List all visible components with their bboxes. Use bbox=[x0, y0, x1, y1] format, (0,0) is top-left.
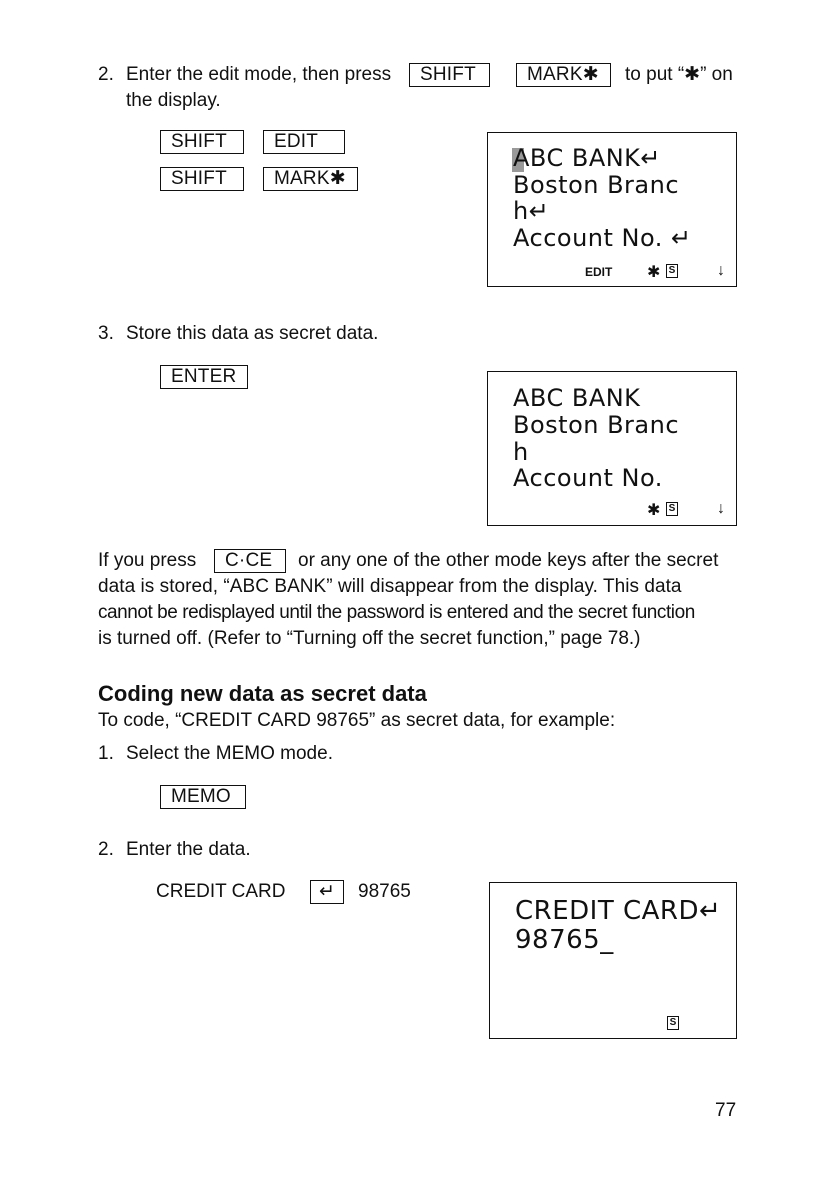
section-intro: To code, “CREDIT CARD 98765” as secret data, for example: bbox=[98, 710, 616, 731]
entry-text-credit-card: CREDIT CARD bbox=[156, 881, 286, 902]
edit-indicator: EDIT bbox=[585, 265, 613, 279]
step2-text-before: Enter the edit mode, then press bbox=[126, 64, 392, 85]
lcd-line: CREDIT CARD↵ bbox=[515, 896, 722, 926]
enter-key: ENTER bbox=[160, 365, 248, 389]
memo-key: MEMO bbox=[160, 785, 246, 809]
lcd-line: h↵ bbox=[513, 197, 550, 225]
secret-indicator: S bbox=[666, 264, 678, 278]
down-arrow-icon: ↓ bbox=[717, 500, 725, 517]
entry-text-number: 98765 bbox=[358, 881, 411, 902]
lcd-line: Account No. bbox=[513, 464, 663, 492]
step2-number: 2. bbox=[98, 64, 114, 85]
cce-key: C·CE bbox=[214, 549, 286, 573]
lcd-display-entry bbox=[489, 882, 737, 1039]
paragraph-line3: cannot be redisplayed until the password is entered and the secret function bbox=[98, 602, 695, 623]
step3-text: Store this data as secret data. bbox=[126, 323, 379, 344]
lcd-display-edit bbox=[487, 132, 737, 287]
step3-number: 3. bbox=[98, 323, 114, 344]
mark-key: MARK✱ bbox=[516, 63, 611, 87]
shift-key: SHIFT bbox=[409, 63, 490, 87]
paragraph-line2: data is stored, “ABC BANK” will disappear from the display. This data bbox=[98, 576, 682, 597]
lcd-line: Account No. ↵ bbox=[513, 224, 692, 252]
page-number: 77 bbox=[715, 1100, 737, 1121]
shift-key: SHIFT bbox=[160, 130, 244, 154]
lcd-line: h bbox=[513, 438, 529, 466]
step2-line2: the display. bbox=[126, 90, 221, 111]
secret-indicator: S bbox=[666, 502, 678, 516]
lcd-line: ABC BANK↵ bbox=[513, 144, 662, 172]
section-heading: Coding new data as secret data bbox=[98, 681, 427, 706]
star-indicator: ✱ bbox=[647, 264, 661, 281]
paragraph-line1a: If you press bbox=[98, 550, 197, 571]
section-step2-text: Enter the data. bbox=[126, 839, 251, 860]
lcd-line: Boston Branc bbox=[513, 171, 680, 199]
edit-key: EDIT bbox=[263, 130, 345, 154]
lcd-line: Boston Branc bbox=[513, 411, 680, 439]
step2-text-after: to put “✱” on bbox=[625, 64, 733, 85]
section-step1-number: 1. bbox=[98, 743, 114, 764]
section-step2-number: 2. bbox=[98, 839, 114, 860]
section-step1-text: Select the MEMO mode. bbox=[126, 743, 333, 764]
secret-indicator: S bbox=[667, 1016, 679, 1030]
paragraph-line1b: or any one of the other mode keys after the secret bbox=[298, 550, 719, 571]
star-indicator: ✱ bbox=[647, 502, 661, 519]
lcd-line: 98765_ bbox=[515, 925, 614, 955]
return-key: ↵ bbox=[310, 880, 344, 904]
lcd-display-secret bbox=[487, 371, 737, 526]
lcd-line: ABC BANK bbox=[513, 384, 641, 412]
mark-key: MARK✱ bbox=[263, 167, 358, 191]
paragraph-line4: is turned off. (Refer to “Turning off the secret function,” page 78.) bbox=[98, 628, 641, 649]
shift-key: SHIFT bbox=[160, 167, 244, 191]
down-arrow-icon: ↓ bbox=[717, 262, 725, 279]
